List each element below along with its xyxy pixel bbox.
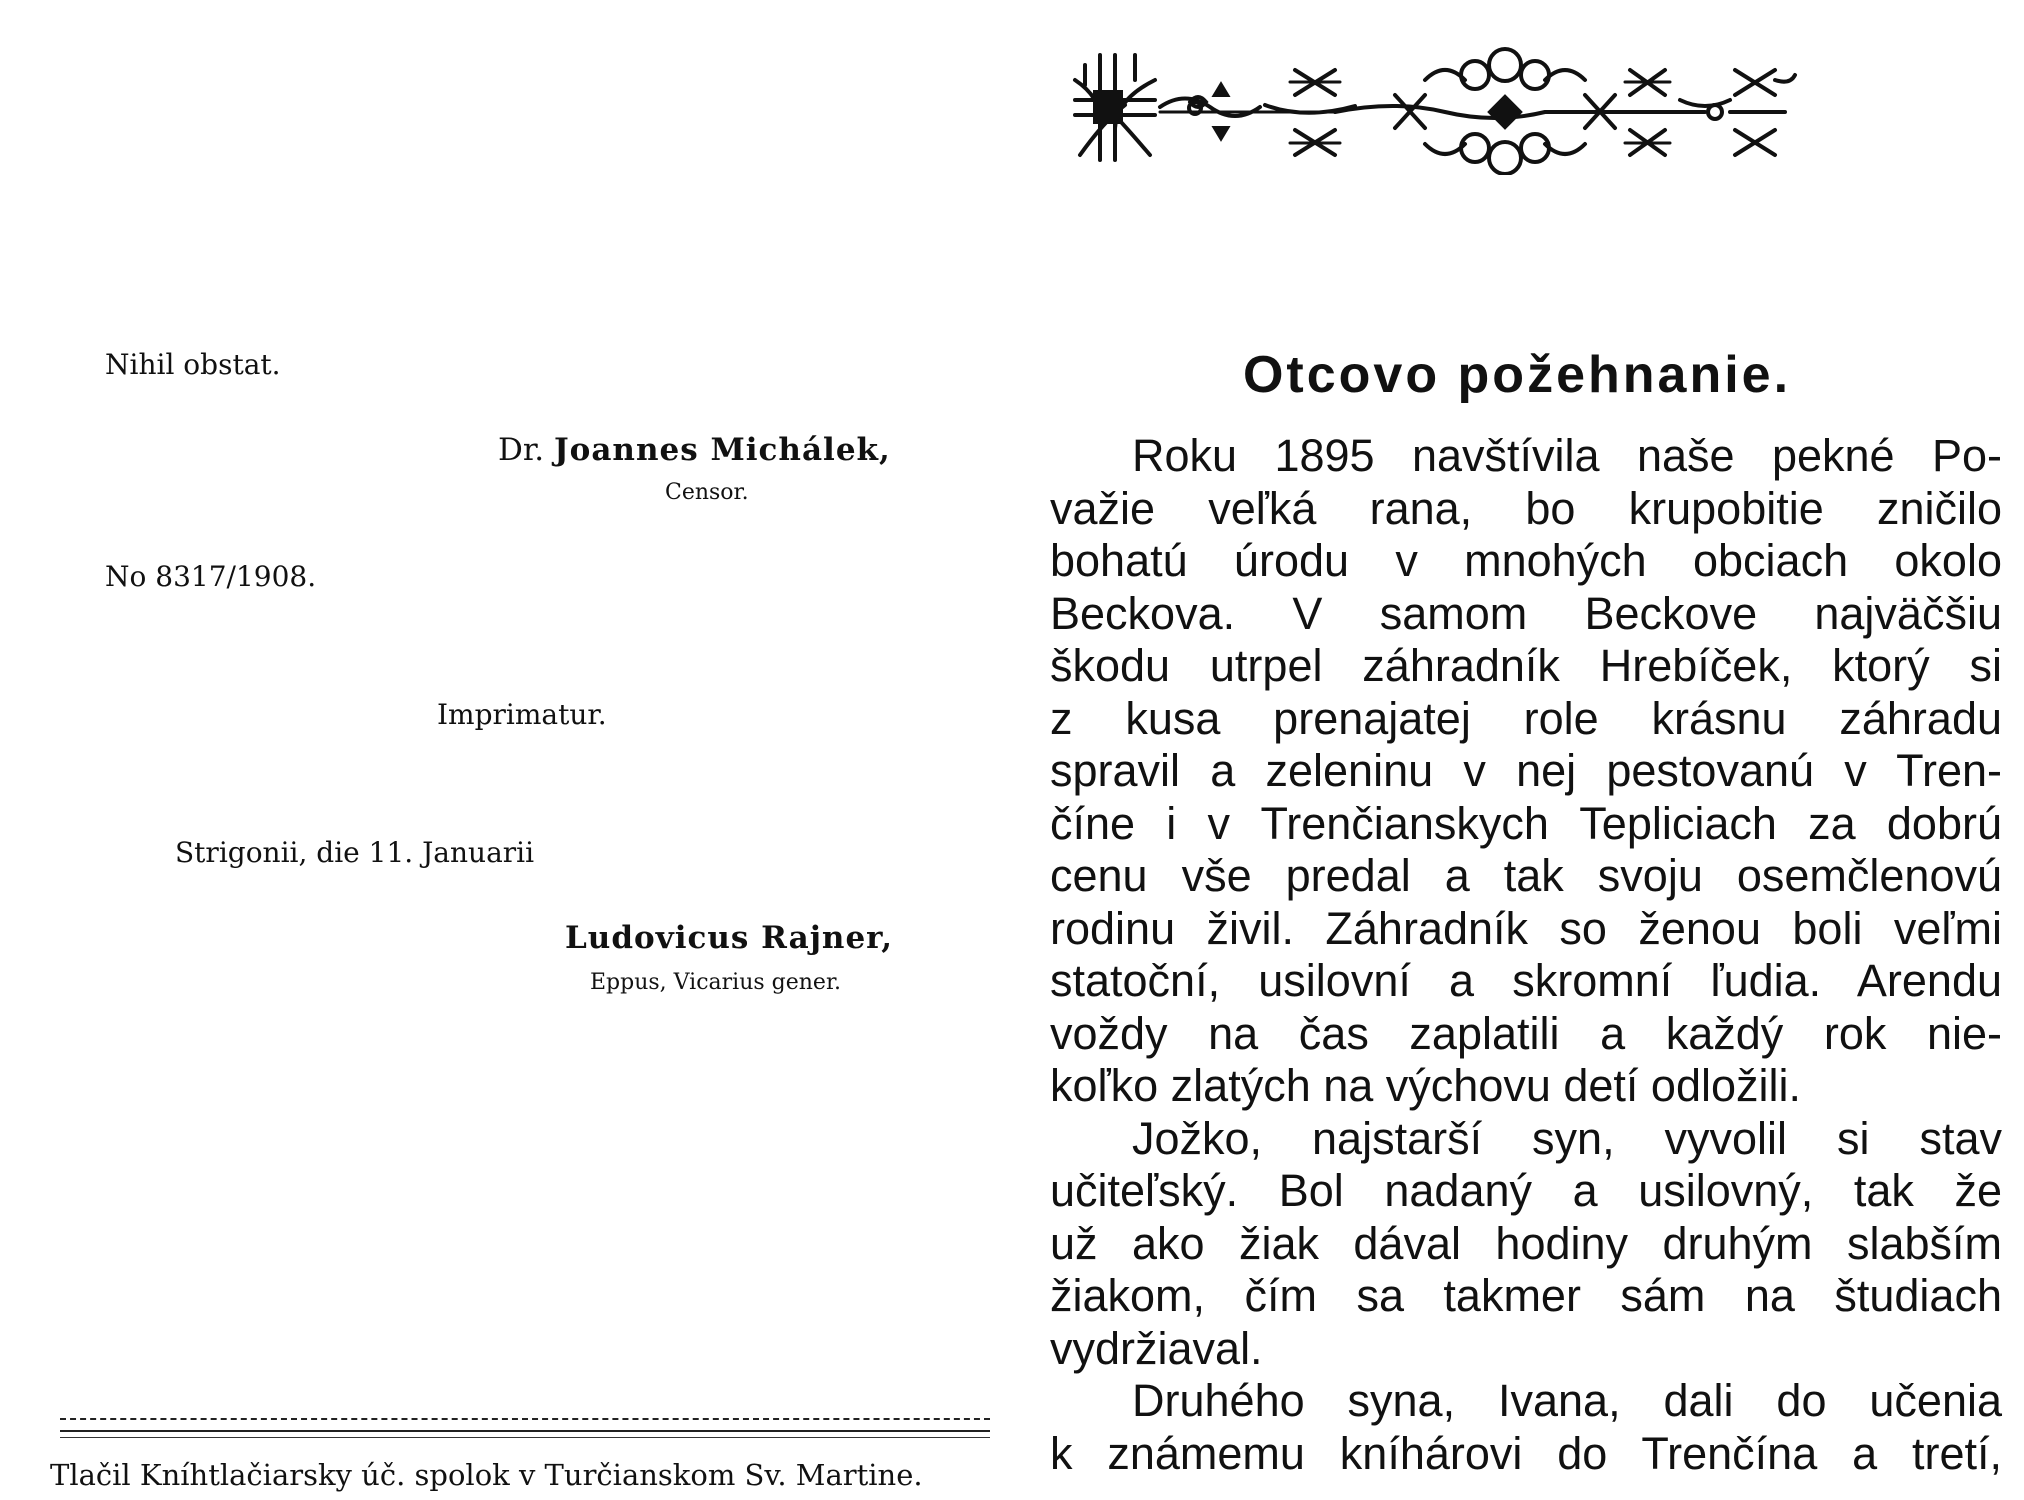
footer-rule-dashed — [60, 1418, 990, 1420]
footer-rule — [60, 1430, 990, 1432]
text-line: cenu vše predal a tak svoju osemčlenovú — [1050, 850, 2002, 901]
chapter-title: Otcovo požehnanie. — [1242, 346, 1792, 404]
text-line: z kusa prenajatej role krásnu záhradu — [1050, 692, 2002, 744]
vicar-role: Eppus, Vicarius gener. — [590, 970, 842, 995]
censor-name-line — [498, 432, 891, 468]
text-line: vydržiaval. — [1050, 1322, 1263, 1374]
text-line: bohatú úrodu v mnohých obciach okolo — [1050, 535, 2002, 586]
place-date: Strigonii, die 11. Januarii — [175, 836, 535, 869]
censor-role: Censor. — [665, 480, 749, 505]
text-line: už ako žiak dával hodiny druhým slabším — [1050, 1217, 2002, 1269]
text-line: Beckova. V samom Beckove najväčšiu — [1050, 587, 2002, 639]
right-page — [1010, 0, 2024, 1500]
nihil-obstat: Nihil obstat. — [105, 348, 281, 381]
text-line: Roku 1895 navštívila naše pekné Po- — [1132, 430, 2002, 481]
text-line: žiakom, čím sa takmer sám na študiach — [1050, 1270, 2002, 1321]
text-line: Jožko, najstarší syn, vyvolil si stav — [1132, 1112, 2002, 1164]
vicar-name: Ludovicus Rajner, — [565, 920, 894, 956]
text-line: škodu utrpel záhradník Hrebíček, ktorý si — [1050, 640, 2002, 691]
text-line: spravil a zeleninu v nej pestovanú v Tren- — [1050, 745, 2002, 796]
decorative-ornament — [1065, 40, 1805, 175]
text-line: Druhého syna, Ivana, dali do učenia — [1132, 1375, 2002, 1426]
printer-imprint: Tlačil Kníhtlačiarsky úč. spolok v Turčianskom Sv. Martine. — [50, 1458, 923, 1492]
left-page — [0, 0, 1010, 1500]
imprimatur: Imprimatur. — [437, 698, 607, 731]
text-line: važie veľká rana, bo krupobitie zničilo — [1050, 482, 2002, 534]
body-text — [1050, 430, 2002, 1480]
footer-rule-thin — [60, 1437, 990, 1438]
text-line: číne i v Trenčianskych Tepliciach za dobrú — [1050, 797, 2002, 849]
document-number: No 8317/1908. — [105, 560, 317, 593]
text-line: učiteľský. Bol nadaný a usilovný, tak že — [1050, 1165, 2002, 1216]
text-line: voždy na čas zaplatili a každý rok nie- — [1050, 1007, 2002, 1059]
text-line: statoční, usilovní a skromní ľudia. Arendu — [1050, 955, 2002, 1006]
text-line: koľko zlatých na výchovu detí odložili. — [1050, 1060, 1802, 1111]
text-line: rodinu živil. Záhradník so ženou boli veľmi — [1050, 902, 2002, 954]
text-line: k známemu kníhárovi do Trenčína a tretí, — [1050, 1427, 2002, 1479]
censor-name: Joannes Michálek, — [553, 432, 891, 468]
censor-title: Dr. — [498, 432, 545, 468]
